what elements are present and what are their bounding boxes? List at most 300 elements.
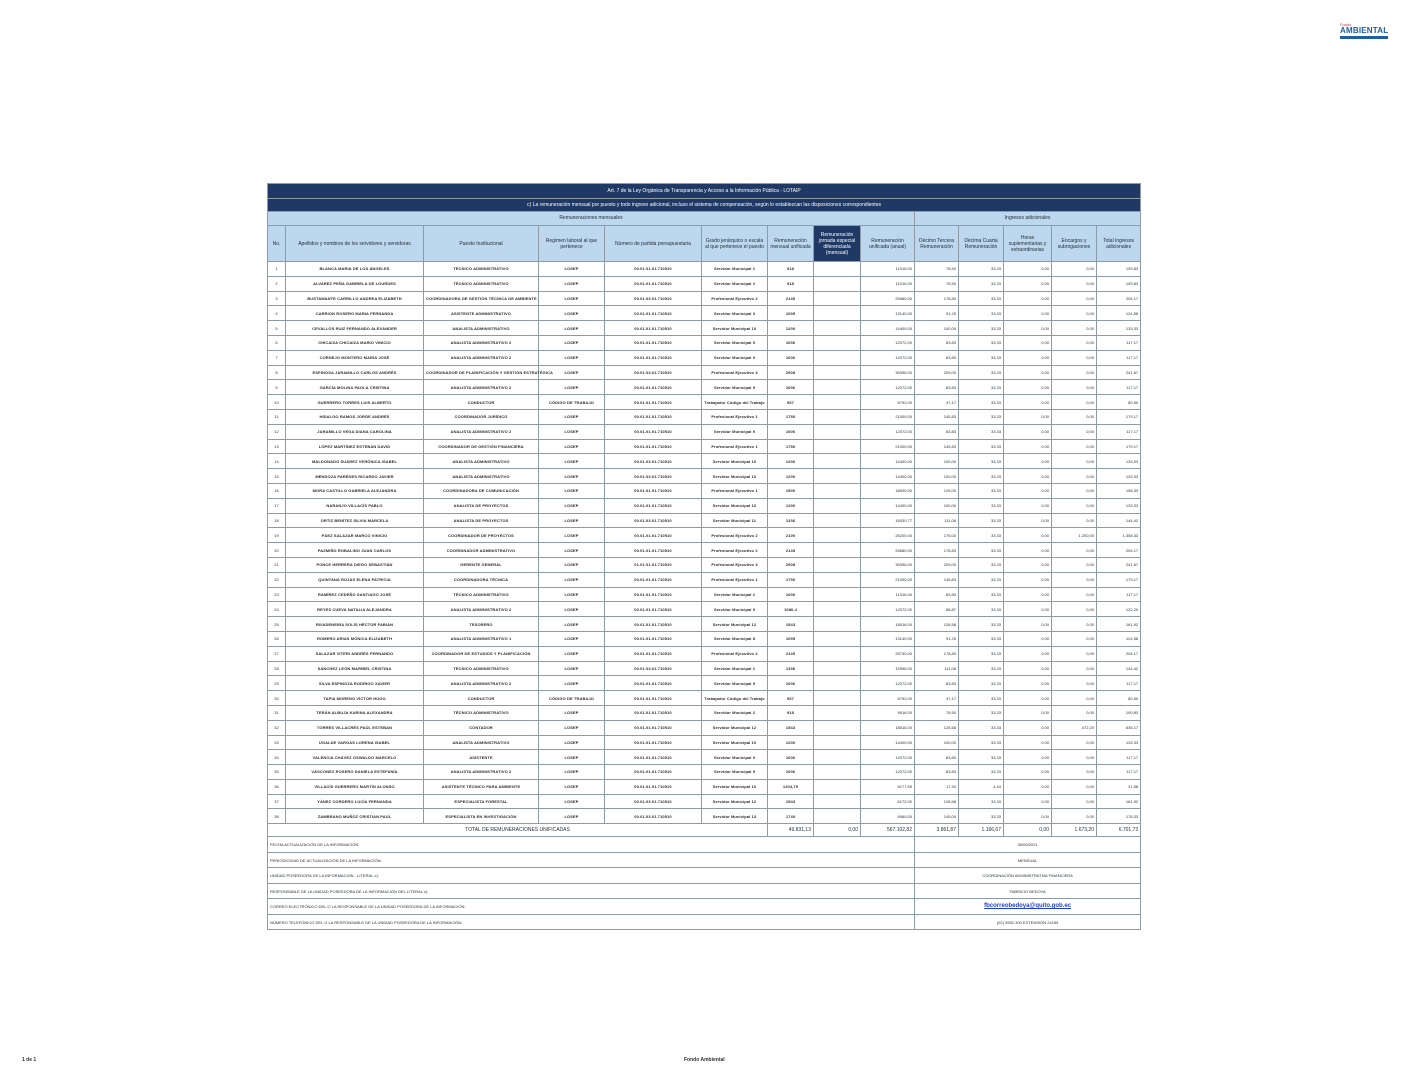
table-cell: 14400,00 <box>861 498 915 513</box>
table-cell: 133,33 <box>1097 498 1141 513</box>
table-cell: 0,00 <box>1052 617 1097 632</box>
table-cell: 1006 <box>768 335 814 350</box>
table-cell: CARRION ROSERO MARIA FERNANDA <box>286 306 424 321</box>
table-cell: 33,33 <box>959 365 1004 380</box>
table-cell: ANALISTA ADMINISTRATIVO 2 <box>424 335 539 350</box>
table-cell: ASISTENTE TÉCNICO PARA AMBIENTE <box>424 779 539 794</box>
table-cell: 26 <box>268 631 286 646</box>
table-cell <box>814 750 861 765</box>
table-cell: 00.01.01.01.710510 <box>605 498 702 513</box>
table-cell: ANALISTA DE PROYECTOS <box>424 513 539 528</box>
column-header: Décima Cuarta Remuneración <box>959 226 1004 262</box>
column-header: Grado jerárquico o escala al que pertenece el puesto <box>702 226 768 262</box>
table-row <box>268 513 1141 528</box>
table-cell: 12072,00 <box>861 765 915 780</box>
table-cell: ANALISTA ADMINISTRATIVO <box>424 454 539 469</box>
table-cell: 1543 <box>768 720 814 735</box>
info-row <box>268 852 1141 868</box>
table-cell: UGALDE VARGAS LORENA ISABEL <box>286 735 424 750</box>
table-cell: 0,00 <box>1052 557 1097 572</box>
table-cell: 25 <box>268 617 286 632</box>
table-cell: 0,00 <box>1004 661 1052 676</box>
table-cell: 0,00 <box>1004 321 1052 336</box>
table-cell: CONDUCTOR <box>424 691 539 706</box>
table-cell: 0,00 <box>1004 794 1052 809</box>
table-cell: LOSEP <box>539 321 605 336</box>
table-cell: 0,00 <box>1004 528 1052 543</box>
table-row <box>268 735 1141 750</box>
table-subtitle: c) La remuneración mensual por puesto y todo ingreso adicional, incluso el sistema de compensación, según lo establezcan las disposiciones correspondientes <box>268 199 1141 212</box>
table-cell: 0,00 <box>1004 602 1052 617</box>
table-cell: 0,00 <box>1004 705 1052 720</box>
table-cell: 145,00 <box>915 809 959 824</box>
table-cell: 0,00 <box>1004 395 1052 410</box>
table-cell: Servidor Municipal 2 <box>702 276 768 291</box>
table-cell: 12072,00 <box>861 750 915 765</box>
table-cell: LOSEP <box>539 454 605 469</box>
table-cell <box>814 306 861 321</box>
table-row <box>268 350 1141 365</box>
table-cell: 0,00 <box>1052 705 1097 720</box>
table-row <box>268 469 1141 484</box>
table-cell: 83,83 <box>915 765 959 780</box>
table-row <box>268 543 1141 558</box>
table-cell: 144,42 <box>1097 513 1141 528</box>
table-cell: BLANCA MARIA DE LOS ÁNGELES <box>286 262 424 277</box>
table-row <box>268 794 1141 809</box>
table-cell: 21 <box>268 557 286 572</box>
table-cell: NARANJO VILLACÍS PABLO <box>286 498 424 513</box>
table-cell: 00.01.01.01.710510 <box>605 335 702 350</box>
table-cell: 0,00 <box>1052 587 1097 602</box>
table-cell: LOSEP <box>539 543 605 558</box>
table-cell: VÁSCONEZ ROSERO DANIELA ESTEFANÍA <box>286 765 424 780</box>
table-cell: 100,00 <box>915 454 959 469</box>
table-cell: 0,00 <box>1004 483 1052 498</box>
table-row <box>268 335 1141 350</box>
table-cell: 00.01.01.01.710510 <box>605 395 702 410</box>
table-cell: ROMERO ARIAS MÓNICA ELIZABETH <box>286 631 424 646</box>
table-cell: LOSEP <box>539 587 605 602</box>
table-cell <box>814 705 861 720</box>
table-cell: 567 <box>768 691 814 706</box>
table-cell: 25680,00 <box>861 543 915 558</box>
table-cell: 1740 <box>768 809 814 824</box>
table-cell <box>814 409 861 424</box>
table-cell: LOSEP <box>539 646 605 661</box>
table-cell: 1204,79 <box>768 779 814 794</box>
table-cell: 145,83 <box>915 439 959 454</box>
table-cell: 19 <box>268 528 286 543</box>
table-cell: TÉCNICO ADMINISTRATIVO <box>424 661 539 676</box>
table-cell: SILVA ESPINOZA RODRIGO XAVIER <box>286 676 424 691</box>
table-cell: Servidor Municipal 9 <box>702 765 768 780</box>
table-cell: 76,50 <box>915 262 959 277</box>
table-cell: COORDINADORA DE GESTIÓN TÉCNICA DE AMBIENTE <box>424 291 539 306</box>
table-cell: 209,00 <box>915 557 959 572</box>
table-cell: 21000,00 <box>861 409 915 424</box>
table-cell: 47,17 <box>915 691 959 706</box>
table-cell: 1543 <box>768 617 814 632</box>
table-cell: ANALISTA ADMINISTRATIVO <box>424 735 539 750</box>
table-row <box>268 617 1141 632</box>
table-cell: 00.01.01.01.710510 <box>605 306 702 321</box>
table-cell: 91,25 <box>915 631 959 646</box>
table-cell: 0,00 <box>1052 454 1097 469</box>
info-label: UNIDAD POSEEDORA DE LA INFORMACION - LITERAL c): <box>268 868 915 884</box>
table-cell: COORDINADOR ADMINISTRATIVO <box>424 543 539 558</box>
table-cell: 30096,00 <box>861 557 915 572</box>
table-cell: 2145 <box>768 291 814 306</box>
table-cell: 6792,00 <box>861 691 915 706</box>
table-cell: 161,92 <box>1097 794 1141 809</box>
table-cell: GUERRERO TORRES LUIS ALBERTO <box>286 395 424 410</box>
table-cell: 918 <box>768 262 814 277</box>
table-cell: Servidor Municipal 8 <box>702 631 768 646</box>
total-decimo-tercera: 3.861,87 <box>915 824 959 837</box>
table-cell: 0,00 <box>1004 750 1052 765</box>
table-cell <box>814 276 861 291</box>
table-cell: Servidor Municipal 3 <box>702 306 768 321</box>
table-cell: 117,17 <box>1097 335 1141 350</box>
table-cell: 33,33 <box>959 676 1004 691</box>
table-cell <box>814 528 861 543</box>
table-cell <box>814 794 861 809</box>
table-row <box>268 276 1141 291</box>
table-cell: MORA CASTILLO GABRIELA ALEJANDRA <box>286 483 424 498</box>
table-cell: 12072,00 <box>861 380 915 395</box>
table-cell: GERENTE GENERAL <box>424 557 539 572</box>
info-label: PERIODICIDAD DE ACTUALIZACIÓN DE LA INFORMACIÓN: <box>268 852 915 868</box>
table-cell: ANALISTA ADMINISTRATIVO 2 <box>424 765 539 780</box>
table-cell: 25200,00 <box>861 528 915 543</box>
table-cell: PÁEZ SALAZAR MARCO VINICIO <box>286 528 424 543</box>
table-row <box>268 380 1141 395</box>
table-cell: 00.01.01.01.710510 <box>605 409 702 424</box>
table-cell: 0,00 <box>1004 676 1052 691</box>
table-cell: 145,83 <box>915 409 959 424</box>
table-cell: COORDINADOR DE GESTIÓN FINANCIERA <box>424 439 539 454</box>
table-cell: LOSEP <box>539 750 605 765</box>
table-cell: 18516,00 <box>861 617 915 632</box>
table-cell: 2145 <box>768 646 814 661</box>
table-cell: Servidor Municipal 9 <box>702 335 768 350</box>
table-cell: LOSEP <box>539 720 605 735</box>
table-cell: Profesional Ejecutivo 1 <box>702 409 768 424</box>
table-row <box>268 291 1141 306</box>
total-label: TOTAL DE REMUNERACIONES UNIFICADAS <box>268 824 768 837</box>
table-cell: 00.01.01.01.710510 <box>605 646 702 661</box>
table-cell: 1 <box>268 262 286 277</box>
table-cell: 145,83 <box>915 572 959 587</box>
table-cell: 0,00 <box>1052 646 1097 661</box>
table-cell: 33,33 <box>959 469 1004 484</box>
table-row <box>268 631 1141 646</box>
table-cell: 00.01.01.01.710510 <box>605 779 702 794</box>
table-cell: 117,17 <box>1097 380 1141 395</box>
table-cell: Servidor Municipal 9 <box>702 602 768 617</box>
table-cell <box>814 350 861 365</box>
table-cell: LOSEP <box>539 809 605 824</box>
table-cell <box>814 380 861 395</box>
table-cell: 13140,00 <box>861 306 915 321</box>
table-cell: LOSEP <box>539 335 605 350</box>
info-value: (02) 3952-300 EXTENSIÓN 24155 <box>915 914 1141 930</box>
table-cell: 12072,00 <box>861 335 915 350</box>
table-cell: 0,00 <box>1052 572 1097 587</box>
table-cell: 0,00 <box>1052 291 1097 306</box>
table-cell: Servidor Municipal 10 <box>702 469 768 484</box>
remuneraciones-table <box>267 183 1141 930</box>
table-cell: 12 <box>268 424 286 439</box>
table-cell <box>814 454 861 469</box>
table-cell: ANALISTA DE PROYECTOS <box>424 498 539 513</box>
table-cell: 11016,00 <box>861 262 915 277</box>
table-cell: 00.01.01.01.710510 <box>605 765 702 780</box>
table-cell: 1006 <box>768 424 814 439</box>
table-row <box>268 454 1141 469</box>
table-cell <box>814 262 861 277</box>
table-cell: CÓDIGO DE TRABAJO <box>539 691 605 706</box>
table-cell: 33,33 <box>959 291 1004 306</box>
table-cell <box>814 631 861 646</box>
table-cell: 0,00 <box>1004 765 1052 780</box>
table-cell: MENDOZA PAREDES RICARDO JAVIER <box>286 469 424 484</box>
table-row <box>268 557 1141 572</box>
table-cell: 918 <box>768 705 814 720</box>
table-cell: 6 <box>268 335 286 350</box>
column-header: Décimo Tercera Remuneración <box>915 226 959 262</box>
total-anual: 567.102,82 <box>861 824 915 837</box>
table-cell <box>814 779 861 794</box>
table-cell <box>814 321 861 336</box>
table-cell: 122,20 <box>1097 602 1141 617</box>
table-cell: 179,17 <box>1097 409 1141 424</box>
table-cell: 33,33 <box>959 350 1004 365</box>
total-encargos: 1.673,20 <box>1052 824 1097 837</box>
info-label: CORREO ELECTRÓNICO DEL O LA RESPONSABLE DE LA UNIDAD POSEEDORA DE LA INFORMACIÓN: <box>268 899 915 915</box>
table-cell: CONTADOR <box>424 720 539 735</box>
table-cell: 00.01.01.01.710510 <box>605 380 702 395</box>
table-row <box>268 646 1141 661</box>
table-cell: 635,17 <box>1097 720 1141 735</box>
table-cell: 1500 <box>768 483 814 498</box>
table-cell: 00.01.01.01.710510 <box>605 483 702 498</box>
table-cell: 0,00 <box>1052 380 1097 395</box>
table-cell: 0,00 <box>1004 454 1052 469</box>
table-cell: 144,42 <box>1097 661 1141 676</box>
group-remuneraciones: Remuneraciones mensuales <box>268 212 915 226</box>
table-cell: VALENCIA CHÁVEZ OSWALDO MARCELO <box>286 750 424 765</box>
table-cell: 80,50 <box>1097 395 1141 410</box>
table-cell: 204,17 <box>1097 646 1141 661</box>
table-cell: 1006 <box>768 350 814 365</box>
table-cell: 00.01.01.01.710510 <box>605 321 702 336</box>
table-cell: COORDINADOR DE PLANIFICACIÓN Y GESTIÓN ESTRATÉGICA <box>424 365 539 380</box>
table-cell: 0,00 <box>1004 631 1052 646</box>
table-cell: Trabajador Código del Trabajo <box>702 395 768 410</box>
table-cell: 0,00 <box>1004 498 1052 513</box>
table-cell <box>814 735 861 750</box>
table-cell: 33,33 <box>959 765 1004 780</box>
table-cell: Servidor Municipal 13 <box>702 809 768 824</box>
table-cell: 12072,00 <box>861 424 915 439</box>
table-cell <box>814 365 861 380</box>
table-cell: 33,33 <box>959 602 1004 617</box>
table-cell: 1095 <box>768 631 814 646</box>
table-cell: 33,33 <box>959 735 1004 750</box>
table-cell: 111,08 <box>915 661 959 676</box>
table-cell: 0,00 <box>1052 691 1097 706</box>
table-cell: 0,00 <box>1004 572 1052 587</box>
table-cell: 1200 <box>768 735 814 750</box>
table-cell: Servidor Municipal 2 <box>702 587 768 602</box>
table-row <box>268 365 1141 380</box>
table-cell: 0,00 <box>1004 587 1052 602</box>
table-cell: ORTIZ BENÍTEZ SILVIA MARCELA <box>286 513 424 528</box>
table-cell <box>814 809 861 824</box>
table-cell: 0,00 <box>1052 262 1097 277</box>
table-cell: 0,00 <box>1052 306 1097 321</box>
table-cell: LOSEP <box>539 617 605 632</box>
table-cell: 28 <box>268 661 286 676</box>
table-cell: 34 <box>268 750 286 765</box>
table-cell <box>814 498 861 513</box>
table-cell: 33,33 <box>959 335 1004 350</box>
table-cell: 133,33 <box>1097 454 1141 469</box>
table-cell: GARCÍA MOLINA PAOLA CRISTINA <box>286 380 424 395</box>
table-cell: 241,67 <box>1097 557 1141 572</box>
table-cell: 83,83 <box>915 380 959 395</box>
table-cell: Servidor Municipal 2 <box>702 661 768 676</box>
table-cell: 0,00 <box>1052 809 1097 824</box>
table-cell: RAMÍREZ CEDEÑO SANTIAGO JOSÉ <box>286 587 424 602</box>
table-cell: 0,00 <box>1004 469 1052 484</box>
table-cell: Servidor Municipal 9 <box>702 424 768 439</box>
table-cell <box>814 720 861 735</box>
table-row <box>268 395 1141 410</box>
table-cell: 179,17 <box>1097 572 1141 587</box>
table-cell: 0,00 <box>1052 735 1097 750</box>
table-cell: 1006 <box>768 380 814 395</box>
table-cell: LOSEP <box>539 631 605 646</box>
table-cell: LOSEP <box>539 735 605 750</box>
table-cell: 0,00 <box>1004 350 1052 365</box>
table-cell: ANALISTA ADMINISTRATIVO 2 <box>424 380 539 395</box>
table-cell: 22 <box>268 572 286 587</box>
page-footer: Fondo Ambiental <box>684 1057 725 1063</box>
table-cell: 00.01.03.01.710510 <box>605 794 702 809</box>
table-cell: 83,83 <box>915 350 959 365</box>
table-cell: 33,33 <box>959 483 1004 498</box>
table-cell: 0,00 <box>1052 779 1097 794</box>
table-cell: 29 <box>268 676 286 691</box>
table-cell: LOSEP <box>539 276 605 291</box>
table-cell: 33,33 <box>959 557 1004 572</box>
table-cell: 47,17 <box>915 395 959 410</box>
table-title: Art. 7 de la Ley Orgánica de Transparencia y Acceso a la Información Pública - LOTAIP <box>268 184 1141 199</box>
column-header: Total ingresos adicionales <box>1097 226 1141 262</box>
table-cell: 33,33 <box>959 691 1004 706</box>
table-cell: 33,33 <box>959 646 1004 661</box>
total-decimo-cuarta: 1.166,67 <box>959 824 1004 837</box>
table-cell: TÉCNICO ADMINISTRATIVO <box>424 587 539 602</box>
table-cell <box>814 676 861 691</box>
table-cell: 83,83 <box>915 587 959 602</box>
responsible-email-link[interactable]: fbcorreobedoya@quito.gob.ec <box>915 899 1141 915</box>
table-cell: 178,83 <box>915 291 959 306</box>
table-cell: 17 <box>268 498 286 513</box>
table-cell: 0,00 <box>1004 439 1052 454</box>
table-cell: 10 <box>268 395 286 410</box>
table-cell: 33,33 <box>959 543 1004 558</box>
table-cell: LOSEP <box>539 765 605 780</box>
table-cell: 33,33 <box>959 321 1004 336</box>
table-cell: 1006 <box>768 587 814 602</box>
info-value: MENSUAL <box>915 852 1141 868</box>
table-cell: 14400,00 <box>861 321 915 336</box>
table-cell: YÁNEZ CORDERO LUCÍA FERNANDA <box>286 794 424 809</box>
table-cell: LOSEP <box>539 557 605 572</box>
table-cell: 33,33 <box>959 587 1004 602</box>
table-cell: Servidor Municipal 9 <box>702 380 768 395</box>
table-cell: 100,00 <box>915 498 959 513</box>
table-cell: 0,00 <box>1052 350 1097 365</box>
table-cell: 0,00 <box>1052 409 1097 424</box>
table-cell: Profesional Ejecutivo 1 <box>702 439 768 454</box>
table-cell: CONDUCTOR <box>424 395 539 410</box>
table-cell: 13140,00 <box>861 631 915 646</box>
table-cell: 0,00 <box>1052 661 1097 676</box>
table-cell: 0,00 <box>1004 424 1052 439</box>
table-cell: 33,33 <box>959 705 1004 720</box>
info-row <box>268 837 1141 853</box>
table-cell: RIVADENEIRA SOLÍS HÉCTOR FABIÁN <box>286 617 424 632</box>
table-cell: Servidor Municipal 10 <box>702 321 768 336</box>
table-cell: 21000,00 <box>861 439 915 454</box>
table-cell: 1.358,33 <box>1097 528 1141 543</box>
table-cell: 16030,77 <box>861 513 915 528</box>
table-row <box>268 750 1141 765</box>
table-cell: 33,33 <box>959 794 1004 809</box>
table-cell: ASISTENTE ADMINISTRATIVO <box>424 306 539 321</box>
table-cell: 0,00 <box>1052 631 1097 646</box>
table-cell: 1200 <box>768 454 814 469</box>
table-cell: 33 <box>268 735 286 750</box>
table-cell: 0,00 <box>1052 483 1097 498</box>
table-cell: 15996,00 <box>861 661 915 676</box>
table-cell: 00.01.03.01.710510 <box>605 513 702 528</box>
table-cell: 1006 <box>768 676 814 691</box>
page-number: 1 de 1 <box>22 1057 37 1063</box>
table-cell: LOSEP <box>539 365 605 380</box>
table-cell: 1750 <box>768 439 814 454</box>
table-cell: 00.01.03.01.710510 <box>605 454 702 469</box>
table-cell: 33,33 <box>959 572 1004 587</box>
table-cell: 125,00 <box>915 483 959 498</box>
table-row <box>268 587 1141 602</box>
table-cell: Profesional Ejecutivo 2 <box>702 528 768 543</box>
table-cell: 0,00 <box>1004 306 1052 321</box>
table-cell: 4 <box>268 306 286 321</box>
table-cell: 27 <box>268 646 286 661</box>
table-cell: 0,00 <box>1052 395 1097 410</box>
table-cell: 0,00 <box>1004 617 1052 632</box>
table-cell: 33,33 <box>959 262 1004 277</box>
table-cell: BUSTAMANTE CARRILLO ANDREA ELIZABETH <box>286 291 424 306</box>
table-cell: 9 <box>268 380 286 395</box>
table-cell: 31 <box>268 705 286 720</box>
